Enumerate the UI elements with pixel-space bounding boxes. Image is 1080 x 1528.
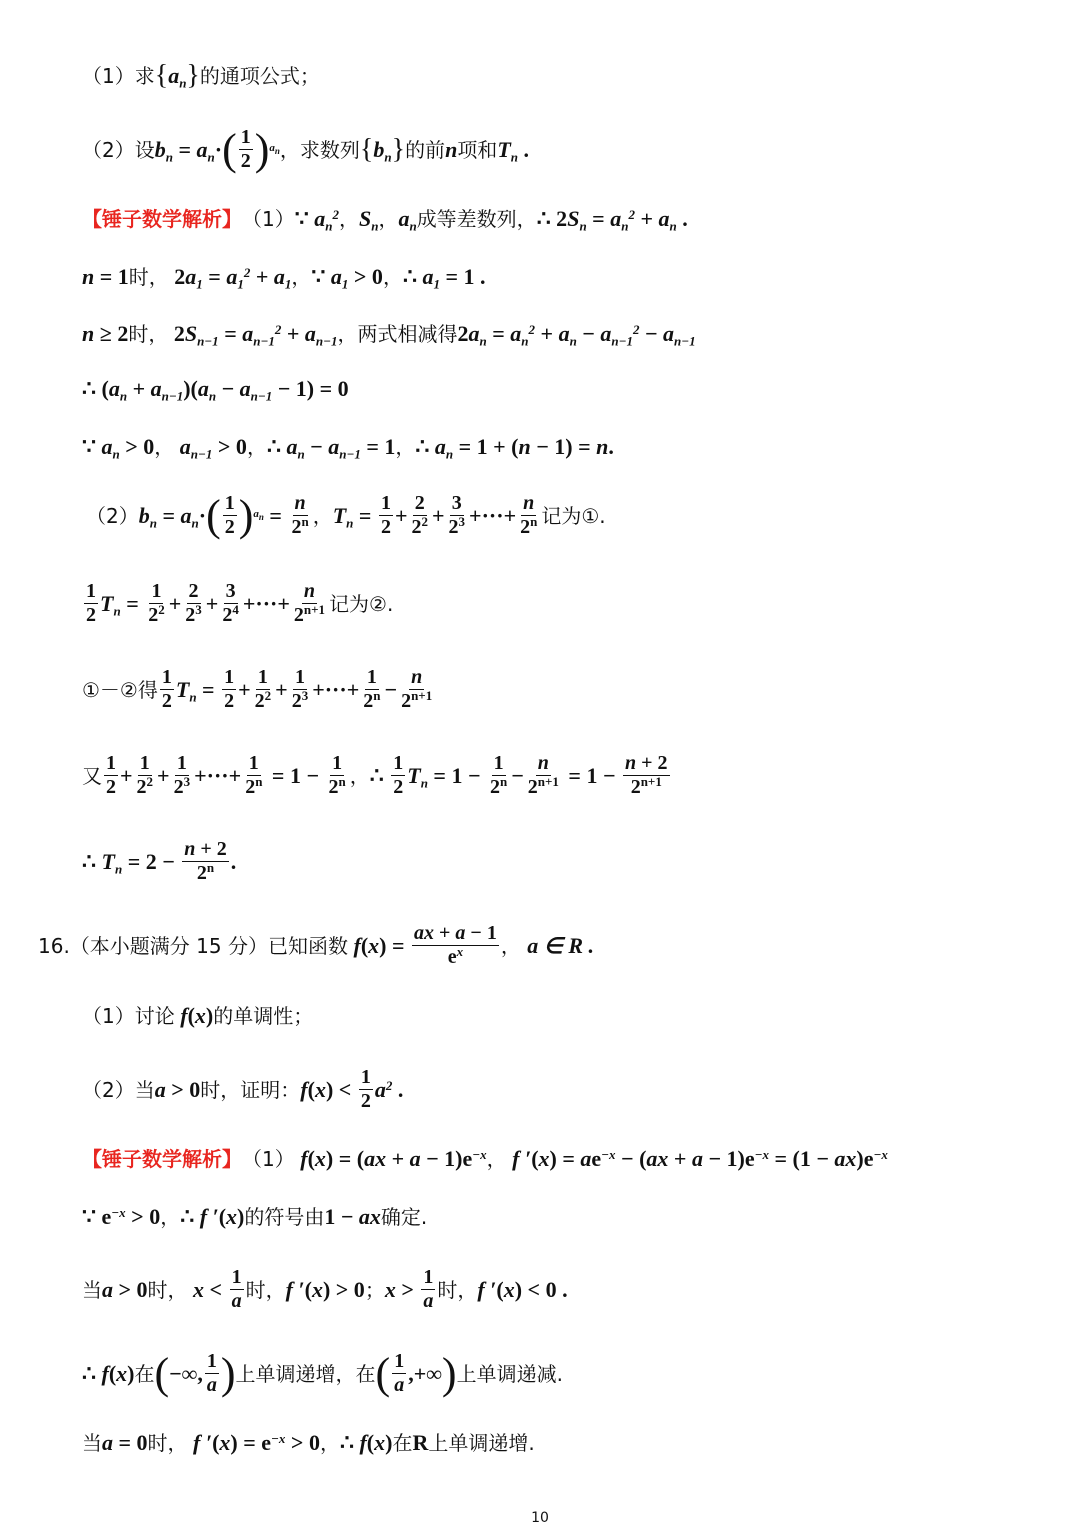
p16-monotonic: ∴ f ( x ) 在 ( −∞, $\frac{1}{a}$ ) 上单调递增，在 ( $\frac{1}{a}$ ,+∞ ) 上单调递减.: [82, 1348, 563, 1398]
p16-stem: 16. （本小题满分 15 分）已知函数 f ( x ) = $\frac{ax + a - 1}{e^x}$ ， a ∈ R .: [38, 922, 595, 968]
p16-solution-1: 【锤子数学解析】 （1） f ( x ) = ( ax + a − $1)e^{-x}$ ， f ′ ( x ) = a $e^{-x}$ − ( ax + a − $1)e^{-x} = (1$ − ax )$e^{-x}$: [82, 1146, 888, 1171]
p15-part1: （1）求 { $a_n$ } 的通项公式；: [82, 60, 320, 91]
p15-geometric-sum: 又 $\frac{1}{2}$ + $\frac{1}{2^2}$ + $\frac{1}{2^3}$ +···+ $\frac{1}{2^n}$ = 1 − $\frac{1}{2^n}$ ， ∴ $\frac{1}{2}$ $T_n$ = 1 − $\frac{1}{2^n}$ − $\frac{n}{2^{n+1}}$ = 1 − $\frac{n + 2}{2^{n+1}}$: [82, 752, 668, 798]
p15-half-T: $\frac{1}{2}$ $T_n$ = $\frac{1}{2^2}$ + $\frac{2}{2^3}$ + $\frac{3}{2^4}$ +···+ $\frac{n}{2^{n+1}}$ 记为②.: [86, 580, 394, 626]
p16-case-positive: 当 a > 0 时， x < $\frac{1}{a}$ 时， f ′ ( x ) > 0 ； x > $\frac{1}{a}$ 时， f ′ ( x ) < 0 .: [82, 1266, 568, 1312]
p16-part1: （1）讨论 f ( x ) 的单调性；: [82, 1003, 314, 1028]
p15-sol-n2: n ≥ 2 时， 2 $S_{n-1}$ = $a_{n-1}^2$ + $a_{n-1}$ ， 两式相减得 2 $a_n$ = $a_n^2$ + $a_n$ − $a_{n-1}^2$ − $a_{n-1}$: [82, 321, 696, 349]
p16-sign: ∵ $e^{-x} > 0$ ， ∴ f ′ ( x ) 的符号由 1 − ax 确定.: [82, 1204, 428, 1229]
p16-part2: （2）当 a > 0 时，证明： f ( x ) < $\frac{1}{2}$ $a^2$ .: [82, 1066, 404, 1112]
solution-tag: 【锤子数学解析】: [82, 207, 242, 231]
p15-difference: ①－②得 $\frac{1}{2}$ $T_n$ = $\frac{1}{2}$ + $\frac{1}{2^2}$ + $\frac{1}{2^3}$ +···+ $\frac{1}{2^n}$ − $\frac{n}{2^{n+1}}$: [82, 666, 433, 712]
page-number: 10: [531, 1510, 549, 1526]
p15-sol-factor: ∴ ( $a_n$ + $a_{n-1}$ )( $a_n$ − $a_{n-1}$ − 1) = 0: [82, 376, 349, 404]
p16-case-zero: 当 a = 0 时， f ′ ( x ) = $e^{-x} > 0$ ， ∴ f ( x ) 在 R 上单调递增.: [82, 1430, 535, 1455]
p15-solution-2: （2） $b_n$ = $a_n$ · ( $\frac{1}{2}$ ) $a_n$ = $\frac{n}{2^n}$ ， $T_n$ = $\frac{1}{2}$ + $\frac{2}{2^2}$ + $\frac{3}{2^3}$ +···+ $\frac{n}{2^n}$ 记为①.: [86, 490, 606, 540]
p15-sol-n1: n = 1 时， 2 $a_1$ = $a_1^2$ + $a_1$ ， ∵ $a_1$ > 0 ， ∴ $a_1$ = 1 .: [82, 264, 486, 292]
p15-part2: （2）设 $b_n$ = $a_n$ · ( $\frac{1}{2}$ ) $a_n$ ，求数列 { $b_n$ } 的前 n 项和 $T_n$ .: [82, 124, 529, 174]
p15-final: ∴ $T_n$ = 2 − $\frac{n + 2}{2^n}$ .: [82, 838, 237, 884]
solution-tag: 【锤子数学解析】: [82, 1147, 242, 1171]
p15-sol-conclusion: ∵ $a_n$ > 0 ， $a_{n-1}$ > 0 ， ∴ $a_n$ − $a_{n-1}$ = 1 ， ∴ $a_n$ = 1 + ( n − 1) = n .: [82, 434, 614, 462]
p15-solution-1: 【锤子数学解析】 （1） ∵ $a_n^2$ ， $S_n$ ， $a_n$ 成等差数列， ∴ 2 $S_n$ = $a_n^2$ + $a_n$ .: [82, 206, 688, 234]
